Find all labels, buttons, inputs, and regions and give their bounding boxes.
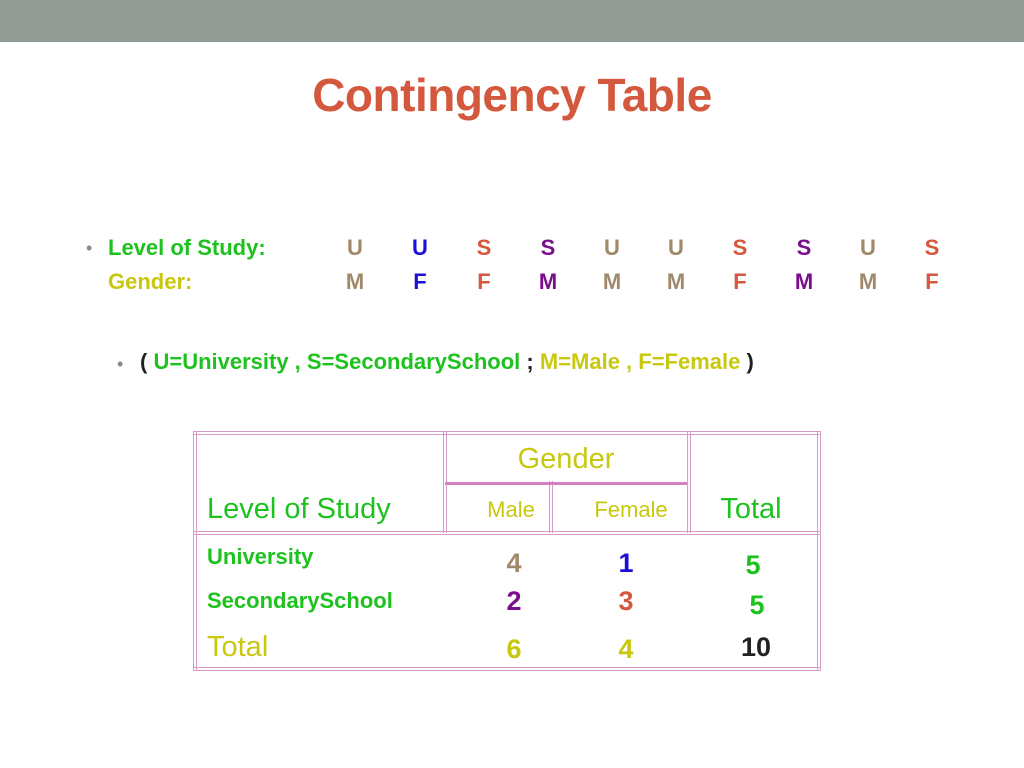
level-value: S: [924, 235, 940, 260]
table-border-top: [193, 431, 821, 435]
gender-value: F: [925, 269, 939, 294]
row-label-university: University: [207, 544, 314, 569]
level-value: S: [476, 235, 492, 260]
row-label-secondary-school: SecondarySchool: [207, 588, 393, 613]
level-value: S: [796, 235, 812, 260]
cell-total-male: 6: [506, 634, 522, 664]
legend-study-key: U=University , S=SecondarySchool: [153, 349, 521, 374]
gender-value: M: [345, 269, 365, 294]
slide-title: Contingency Table: [312, 69, 712, 121]
level-of-study-label: Level of Study:: [108, 235, 266, 260]
gender-group-header: Gender: [517, 443, 615, 475]
gender-group-underline: [445, 482, 687, 485]
gender-value: M: [602, 269, 622, 294]
legend-line: [140, 349, 754, 375]
cell-university-total: 5: [745, 550, 761, 580]
legend-gender-key: M=Male , F=Female: [539, 349, 741, 374]
table-border-right: [817, 431, 821, 671]
contingency-table: [193, 431, 821, 671]
cell-grand-total: 10: [740, 632, 772, 662]
table-header-divider: [193, 531, 821, 535]
level-value: U: [668, 235, 684, 260]
level-of-study-header: Level of Study: [207, 493, 391, 525]
level-value: S: [732, 235, 748, 260]
cell-secondary-female: 3: [618, 586, 634, 616]
bullet-dot: •: [86, 238, 93, 258]
level-value: U: [604, 235, 620, 260]
cell-total-female: 4: [618, 634, 634, 664]
cell-secondary-total: 5: [749, 590, 765, 620]
top-bar: [0, 0, 1024, 42]
level-value: U: [347, 235, 363, 260]
level-value: U: [412, 235, 428, 260]
cell-university-female: 1: [618, 548, 634, 578]
cell-university-male: 4: [506, 548, 522, 578]
legend-separator: ;: [526, 349, 534, 374]
gender-value: F: [413, 269, 427, 294]
male-column-header: Male: [487, 497, 535, 522]
level-value: U: [860, 235, 876, 260]
gender-label: Gender:: [108, 269, 193, 294]
cell-secondary-male: 2: [506, 586, 522, 616]
gender-value: M: [666, 269, 686, 294]
table-border-bottom: [193, 667, 821, 671]
gender-value: M: [538, 269, 558, 294]
level-value: S: [540, 235, 556, 260]
total-column-header: Total: [720, 493, 782, 525]
gender-value: F: [733, 269, 747, 294]
legend-open-paren: (: [140, 349, 148, 374]
table-border-left: [193, 431, 197, 671]
row-label-total: Total: [207, 631, 269, 663]
gender-value: M: [858, 269, 878, 294]
gender-value: M: [794, 269, 814, 294]
gender-value: F: [477, 269, 491, 294]
female-column-header: Female: [594, 497, 668, 522]
bullet-dot: •: [117, 354, 124, 374]
legend-close-paren: ): [746, 349, 754, 374]
